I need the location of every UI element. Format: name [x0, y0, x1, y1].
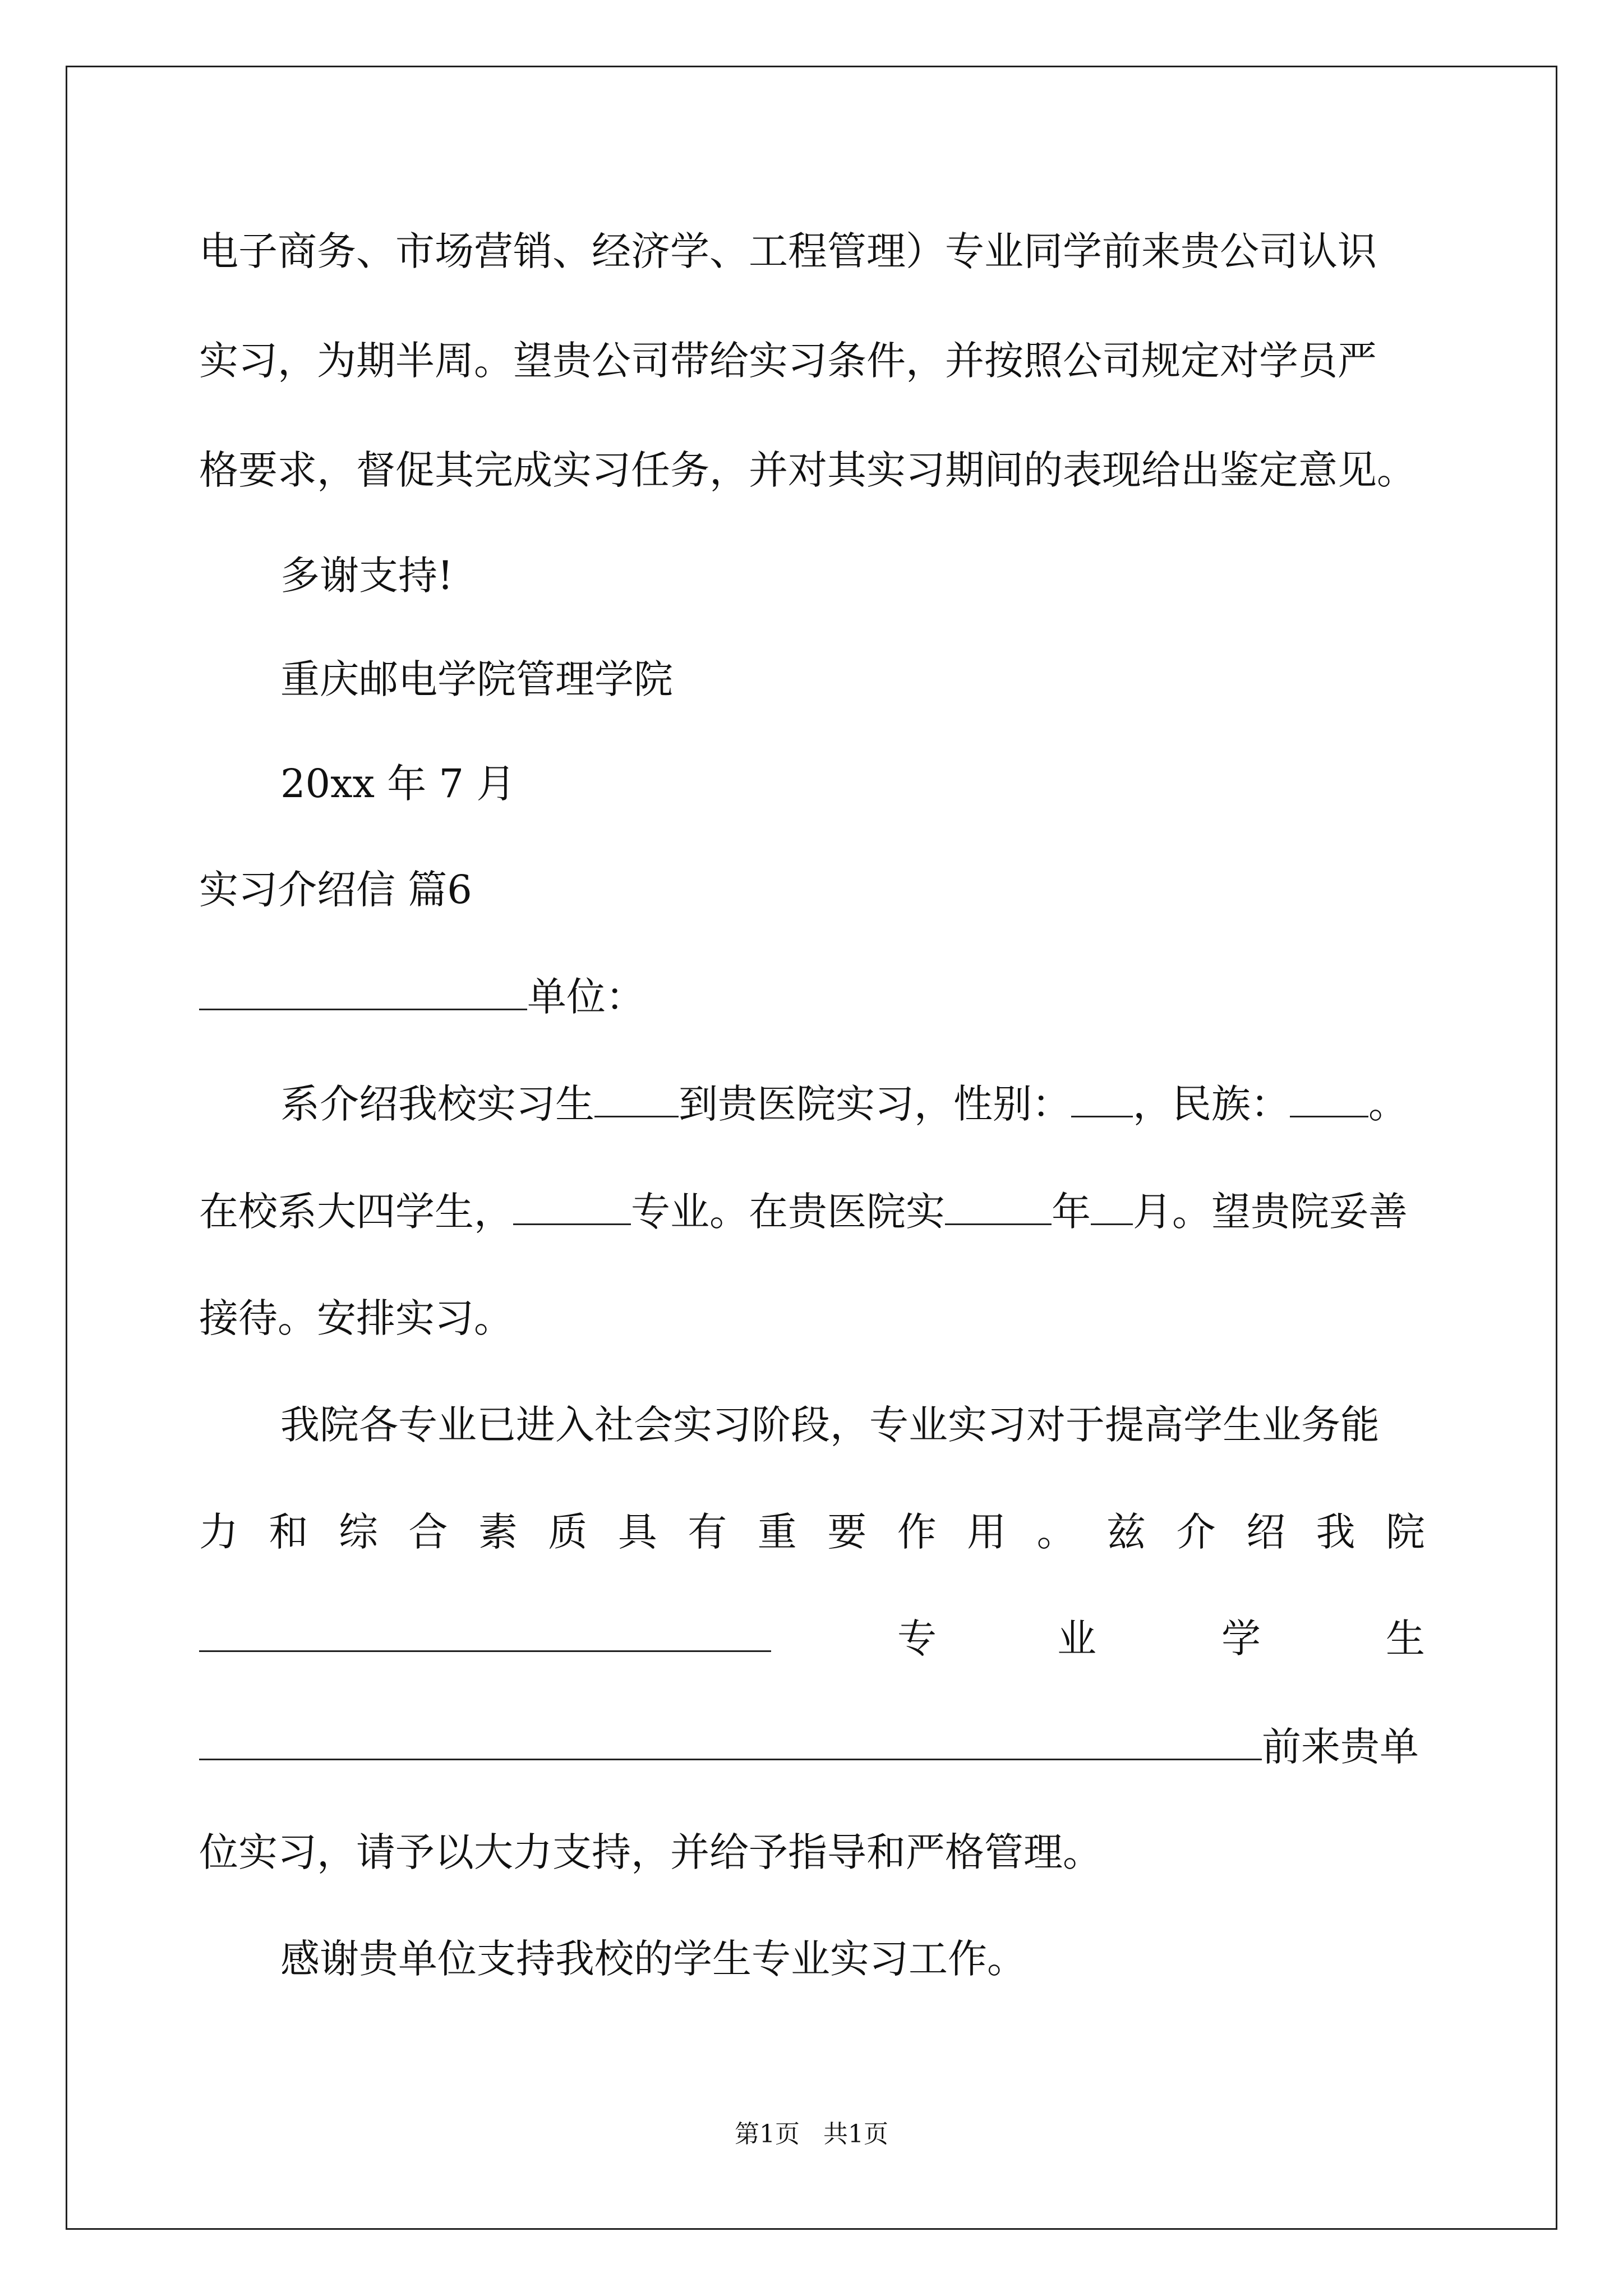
char: 院 [1385, 1509, 1425, 1555]
ethnicity-blank [1290, 1083, 1368, 1117]
intro-text-d: 。 [1368, 1081, 1408, 1127]
gender-blank [1071, 1083, 1133, 1117]
signature-date: 20xx 年 7 月 [280, 761, 516, 807]
char: 有 [688, 1509, 727, 1555]
body-line-12: 我院各专业已进入社会实习阶段，专业实习对于提高学生业务能 [280, 1402, 1380, 1448]
major-blank [513, 1191, 631, 1225]
char: 专 [897, 1616, 937, 1662]
student-list-blank [199, 1726, 1262, 1760]
char: 综 [338, 1509, 378, 1555]
intro-line-2 [199, 1184, 1425, 1240]
major-name-blank [199, 1618, 771, 1652]
intro-text-f: 专业。在贵医院实 [631, 1189, 945, 1235]
intro-text-g: 年 [1052, 1189, 1091, 1235]
char: 。 [1036, 1509, 1076, 1555]
body-line-16: 位实习，请予以大力支持，并给予指导和严格管理。 [199, 1829, 1102, 1875]
duration-month-blank [1091, 1191, 1133, 1225]
char: 和 [269, 1509, 308, 1555]
intro-text-h: 月。望贵院妥善 [1133, 1189, 1408, 1235]
char: 业 [1057, 1616, 1096, 1662]
char: 合 [408, 1509, 448, 1555]
salutation-line [199, 969, 1425, 1025]
body-line-14 [199, 1611, 1425, 1667]
closing-line: 感谢贵单位支持我校的学生专业实习工作。 [280, 1936, 1026, 1982]
intro-text-a: 系介绍我校实习生 [280, 1081, 594, 1127]
page-footer: 第1页 共1页 [735, 2120, 888, 2148]
student-name-blank [594, 1083, 679, 1117]
char: 重 [757, 1509, 797, 1555]
body-line-15 [199, 1719, 1425, 1775]
char: 素 [478, 1509, 518, 1555]
body-line-15-text: 前来贵单 [1262, 1724, 1419, 1770]
char: 绍 [1246, 1509, 1286, 1555]
char: 具 [617, 1509, 657, 1555]
unit-blank [199, 976, 527, 1010]
intro-line-3: 接待。安排实习。 [199, 1295, 513, 1341]
body-line-2: 实习，为期半周。望贵公司带给实习条件，并按照公司规定对学员严 [199, 338, 1377, 384]
body-line-1: 电子商务、市场营销、经济学、工程管理）专业同学前来贵公司认识 [199, 228, 1377, 274]
salutation-text: 单位： [527, 974, 645, 1020]
intro-text-b: 到贵医院实习，性别： [679, 1081, 1071, 1127]
char: 用 [967, 1509, 1007, 1555]
char: 介 [1176, 1509, 1216, 1555]
char: 作 [897, 1509, 937, 1555]
body-line-13 [199, 1504, 1425, 1560]
char: 兹 [1106, 1509, 1146, 1555]
char: 要 [827, 1509, 867, 1555]
duration-year-blank [945, 1191, 1052, 1225]
intro-line-1 [280, 1076, 1425, 1132]
char: 质 [548, 1509, 588, 1555]
letter-heading: 实习介绍信 篇6 [199, 867, 472, 913]
thanks-line: 多谢支持! [280, 553, 454, 599]
page-border [66, 66, 1557, 2230]
char: 我 [1316, 1509, 1355, 1555]
intro-text-e: 在校系大四学生， [199, 1189, 513, 1235]
char: 学 [1221, 1616, 1261, 1662]
char: 力 [199, 1509, 238, 1555]
body-line-3: 格要求，督促其完成实习任务，并对其实习期间的表现给出鉴定意见。 [199, 447, 1416, 493]
char: 生 [1386, 1616, 1425, 1662]
intro-text-c: ，民族： [1133, 1081, 1290, 1127]
signature-institution: 重庆邮电学院管理学院 [280, 656, 673, 702]
